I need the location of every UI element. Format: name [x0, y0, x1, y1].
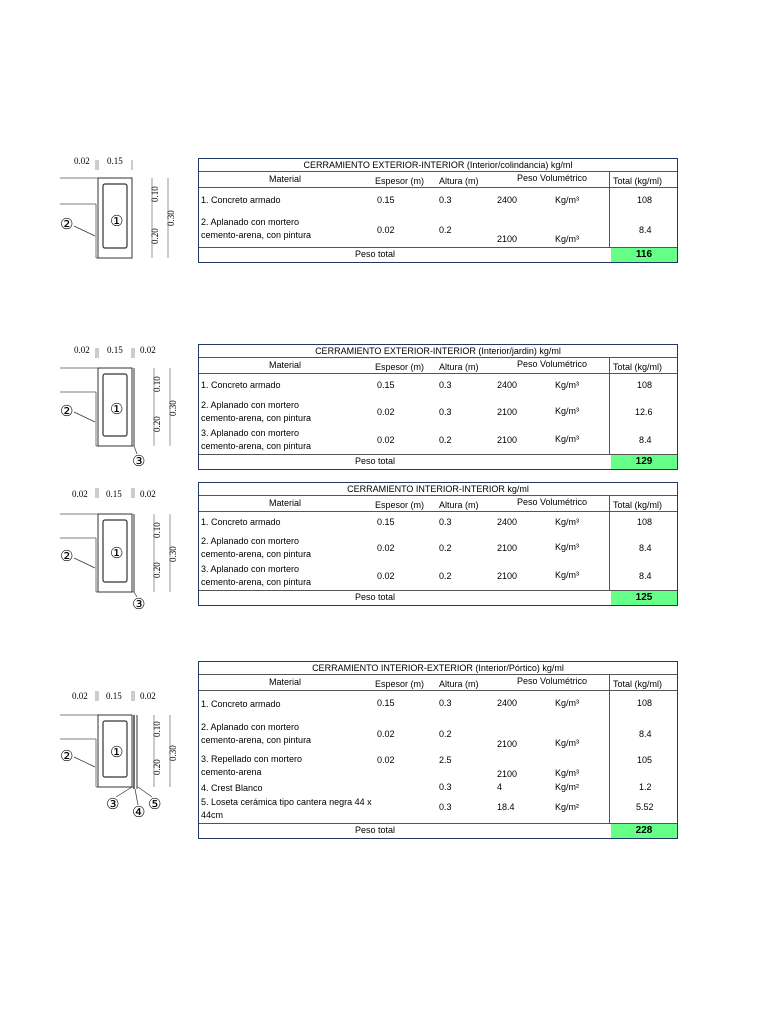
section-diagram-2: [60, 336, 195, 471]
dim-label: 0.10: [152, 721, 162, 737]
table-footer: [199, 590, 677, 605]
table-footer: [199, 454, 677, 469]
row-unit: Kg/m³: [555, 698, 580, 708]
header-total: Total (kg/ml): [613, 500, 663, 510]
row-material: 3. Aplanado con mortero cemento-arena, con pintura: [201, 428, 312, 451]
table-row: [199, 188, 677, 212]
row-altura: 0.3: [439, 517, 452, 527]
row-unit: Kg/m³: [555, 768, 580, 778]
row-unit: Kg/m³: [555, 517, 580, 527]
section-diagram-4: [60, 675, 195, 825]
table-row: [199, 691, 677, 719]
row-altura: 0.2: [439, 543, 452, 553]
dim-label: 0.30: [168, 546, 178, 562]
row-espesor: 0.02: [377, 755, 395, 765]
callout-2: ②: [60, 217, 74, 233]
row-unit: Kg/m³: [555, 570, 580, 580]
row-material: 5. Loseta cerámica tipo cantera negra 44 x 44cm: [201, 797, 372, 820]
row-peso: 2400: [497, 195, 518, 205]
peso-total-label: Peso total: [355, 456, 396, 466]
row-unit: Kg/m³: [555, 434, 580, 444]
row-espesor: 0.15: [377, 195, 395, 205]
dim-label: 0.15: [107, 156, 123, 166]
row-total: 108: [637, 195, 653, 205]
callout-3: ③: [132, 454, 146, 470]
row-espesor: 0.02: [377, 225, 395, 235]
table-footer: [199, 823, 677, 838]
row-unit: Kg/m³: [555, 380, 580, 390]
table-footer: [199, 247, 677, 262]
row-unit: Kg/m³: [555, 195, 580, 205]
dim-label: 0.02: [74, 345, 90, 355]
section-diagram-3: [60, 476, 195, 616]
table-title: CERRAMIENTO EXTERIOR-INTERIOR (Interior/jardin) kg/ml: [199, 345, 677, 358]
dim-label: 0.20: [152, 759, 162, 775]
table-row: [199, 781, 677, 795]
dim-label: 0.02: [72, 691, 88, 701]
callout-4: ④: [132, 805, 146, 821]
callout-1: ①: [110, 745, 124, 761]
dim-label: 0.10: [152, 522, 162, 538]
peso-total-label: Peso total: [355, 249, 396, 259]
row-unit: Kg/m³: [555, 234, 580, 244]
row-peso: 2100: [497, 435, 518, 445]
row-peso: 2100: [497, 234, 518, 244]
row-peso: 2100: [497, 407, 518, 417]
row-espesor: 0.02: [377, 407, 395, 417]
dim-label: 0.02: [140, 691, 156, 701]
row-material: 3. Aplanado con mortero cemento-arena, con pintura: [201, 564, 312, 587]
row-altura: 0.2: [439, 729, 452, 739]
row-altura: 0.3: [439, 380, 452, 390]
weight-table-3: [198, 482, 678, 606]
weight-table-2: [198, 344, 678, 470]
row-unit: Kg/m³: [555, 738, 580, 748]
table-row: [199, 426, 677, 454]
row-peso: 2100: [497, 739, 518, 749]
row-peso: 2100: [497, 543, 518, 553]
row-material: 2. Aplanado con mortero cemento-arena, con pintura: [201, 217, 312, 240]
row-material: 2. Aplanado con mortero cemento-arena, con pintura: [201, 400, 312, 423]
row-total: 8.4: [639, 435, 652, 445]
row-material: 1. Concreto armado: [201, 517, 281, 527]
row-total: 105: [637, 755, 653, 765]
row-total: 108: [637, 380, 653, 390]
row-altura: 0.3: [439, 698, 452, 708]
row-total: 12.6: [635, 407, 653, 417]
row-unit: Kg/m²: [555, 782, 580, 792]
dim-label: 0.02: [140, 345, 156, 355]
table-row: [199, 562, 677, 590]
table-row: [199, 751, 677, 781]
peso-total-value: 116: [611, 248, 677, 262]
row-altura: 0.3: [439, 195, 452, 205]
row-material: 1. Concreto armado: [201, 380, 281, 390]
table-title: CERRAMIENTO INTERIOR-EXTERIOR (Interior/Pórtico) kg/ml: [199, 662, 677, 675]
row-altura: 0.2: [439, 225, 452, 235]
dim-label: 0.02: [72, 489, 88, 499]
row-espesor: 0.02: [377, 729, 395, 739]
row-total: 8.4: [639, 543, 652, 553]
dim-label: 0.02: [74, 156, 90, 166]
row-peso: 4: [497, 782, 503, 792]
table-title: CERRAMIENTO INTERIOR-INTERIOR kg/ml: [199, 483, 677, 496]
row-total: 8.4: [639, 571, 652, 581]
row-altura: 0.2: [439, 571, 452, 581]
row-espesor: 0.02: [377, 543, 395, 553]
callout-2: ②: [60, 404, 74, 420]
table-row: [199, 398, 677, 426]
header-total: Total (kg/ml): [613, 176, 663, 186]
row-total: 8.4: [639, 225, 652, 235]
row-total: 1.2: [639, 782, 652, 792]
row-total: 108: [637, 517, 653, 527]
row-peso: 18.4: [497, 802, 515, 812]
table-row: [199, 212, 677, 247]
row-altura: 0.3: [439, 782, 452, 792]
row-espesor: 0.02: [377, 435, 395, 445]
header-peso-vol: Peso Volumétrico: [517, 676, 588, 686]
header-peso-vol: Peso Volumétrico: [517, 173, 588, 183]
table-row: [199, 374, 677, 398]
row-altura: 0.2: [439, 435, 452, 445]
header-espesor: Espesor (m): [375, 679, 425, 689]
header-material: Material: [269, 174, 302, 184]
row-material: 4. Crest Blanco: [201, 783, 263, 793]
row-total: 108: [637, 698, 653, 708]
callout-3: ③: [132, 597, 146, 613]
header-altura: Altura (m): [439, 679, 479, 689]
header-material: Material: [269, 498, 302, 508]
row-espesor: 0.15: [377, 517, 395, 527]
header-altura: Altura (m): [439, 176, 479, 186]
callout-2: ②: [60, 749, 74, 765]
table-header: [199, 172, 677, 188]
callout-3: ③: [106, 797, 120, 813]
row-unit: Kg/m³: [555, 542, 580, 552]
dim-label: 0.15: [107, 345, 123, 355]
peso-total-label: Peso total: [355, 592, 396, 602]
dim-label: 0.10: [150, 186, 160, 202]
row-material: 3. Repellado con mortero cemento-arena: [201, 754, 303, 777]
peso-total-value: 228: [611, 824, 677, 838]
table-row: [199, 719, 677, 751]
row-material: 1. Concreto armado: [201, 699, 281, 709]
row-total: 8.4: [639, 729, 652, 739]
row-altura: 0.3: [439, 407, 452, 417]
table-title: CERRAMIENTO EXTERIOR-INTERIOR (Interior/colindancia) kg/ml: [199, 159, 677, 172]
header-altura: Altura (m): [439, 362, 479, 372]
row-espesor: 0.02: [377, 571, 395, 581]
header-peso-vol: Peso Volumétrico: [517, 359, 588, 369]
header-total: Total (kg/ml): [613, 679, 663, 689]
header-espesor: Espesor (m): [375, 362, 425, 372]
callout-5: ⑤: [148, 797, 162, 813]
table-row: [199, 534, 677, 562]
callout-1: ①: [110, 214, 124, 230]
row-material: 2. Aplanado con mortero cemento-arena, con pintura: [201, 536, 312, 559]
row-unit: Kg/m³: [555, 406, 580, 416]
weight-table-1: [198, 158, 678, 263]
row-espesor: 0.15: [377, 698, 395, 708]
dim-label: 0.30: [168, 745, 178, 761]
row-peso: 2100: [497, 571, 518, 581]
table-header: [199, 358, 677, 374]
header-espesor: Espesor (m): [375, 500, 425, 510]
table-header: [199, 496, 677, 512]
row-peso: 2400: [497, 380, 518, 390]
dim-label: 0.15: [106, 489, 122, 499]
row-material: 2. Aplanado con mortero cemento-arena, con pintura: [201, 722, 312, 745]
row-unit: Kg/m²: [555, 802, 580, 812]
row-peso: 2100: [497, 769, 518, 779]
dim-label: 0.20: [152, 562, 162, 578]
dim-label: 0.15: [106, 691, 122, 701]
row-espesor: 0.15: [377, 380, 395, 390]
row-material: 1. Concreto armado: [201, 195, 281, 205]
dim-label: 0.02: [140, 489, 156, 499]
dim-label: 0.30: [168, 400, 178, 416]
header-espesor: Espesor (m): [375, 176, 425, 186]
peso-total-label: Peso total: [355, 825, 396, 835]
callout-1: ①: [110, 546, 124, 562]
row-altura: 2.5: [439, 755, 452, 765]
section-diagram-1: [60, 150, 195, 265]
dim-label: 0.30: [166, 210, 176, 226]
callout-1: ①: [110, 402, 124, 418]
table-header: [199, 675, 677, 691]
dim-label: 0.20: [150, 228, 160, 244]
row-peso: 2400: [497, 517, 518, 527]
header-altura: Altura (m): [439, 500, 479, 510]
row-total: 5.52: [636, 802, 654, 812]
row-peso: 2400: [497, 698, 518, 708]
dim-label: 0.20: [152, 416, 162, 432]
peso-total-value: 125: [611, 591, 677, 605]
weight-table-4: [198, 661, 678, 839]
row-altura: 0.3: [439, 802, 452, 812]
header-material: Material: [269, 677, 302, 687]
table-row: [199, 512, 677, 534]
dim-label: 0.10: [152, 376, 162, 392]
header-peso-vol: Peso Volumétrico: [517, 497, 588, 507]
header-total: Total (kg/ml): [613, 362, 663, 372]
callout-2: ②: [60, 549, 74, 565]
peso-total-value: 129: [611, 455, 677, 469]
table-row: [199, 795, 677, 823]
header-material: Material: [269, 360, 302, 370]
